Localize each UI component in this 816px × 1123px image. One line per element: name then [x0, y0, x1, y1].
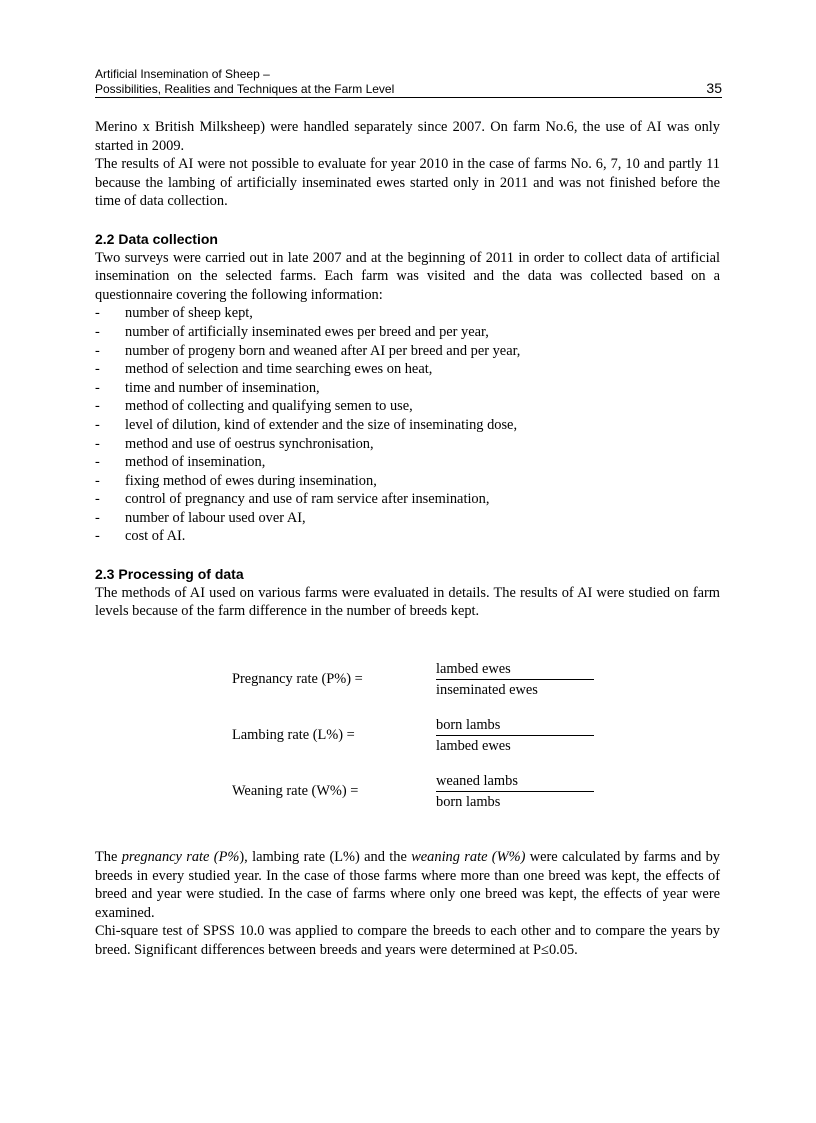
list-item: - method of selection and time searching ewes on heat, — [95, 361, 433, 378]
list-item: - method of collecting and qualifying semen to use, — [95, 398, 413, 415]
questionnaire-list — [95, 304, 720, 546]
formula-pregnancy-rate — [232, 659, 602, 715]
formula-lambing-rate — [232, 715, 602, 771]
running-header — [95, 67, 722, 98]
main-text — [95, 118, 720, 621]
fraction-denominator: lambed ewes — [436, 738, 511, 754]
statistics-paragraph: Chi-square test of SPSS 10.0 was applied to compare the breeds to each other and to compare the years by breed. Significant differences between breeds and years were determined at P≤0.05. — [95, 923, 720, 958]
formula-weaning-rate — [232, 771, 602, 827]
list-item: - number of sheep kept, — [95, 305, 253, 322]
page-number: 35 — [706, 80, 722, 96]
fraction-denominator: born lambs — [436, 794, 501, 810]
list-item: - method of insemination, — [95, 454, 266, 471]
list-item: - method and use of oestrus synchronisation, — [95, 435, 374, 452]
running-title-line-1: Artificial Insemination of Sheep – — [95, 67, 270, 81]
data-collection-paragraph: Two surveys were carried out in late 2007 and at the beginning of 2011 in order to collect data of artificial insemination on the selected farms. Each farm was visited and the data was collected based on a questionnaire covering the following information: — [95, 249, 720, 303]
list-item: - number of artificially inseminated ewes per breed and per year, — [95, 323, 489, 340]
processing-paragraph: The methods of AI used on various farms were evaluated in details. The results of AI were studied on farm levels because of the farm difference in the number of breeds kept. — [95, 584, 720, 620]
fraction-numerator: weaned lambs — [436, 773, 518, 789]
fraction-numerator: lambed ewes — [436, 661, 511, 677]
list-item: - control of pregnancy and use of ram service after insemination, — [95, 491, 490, 508]
list-item: - number of progeny born and weaned after AI per breed and per year, — [95, 342, 521, 359]
fraction — [436, 715, 594, 756]
fraction-numerator: born lambs — [436, 717, 501, 733]
intro-paragraph-2: The results of AI were not possible to evaluate for year 2010 in the case of farms No. 6, 7, 10 and partly 11 because the lambing of artificially inseminated ewes started only in 2011 and was not finished before the time of data collection. — [95, 156, 720, 210]
spacer — [95, 211, 720, 230]
section-heading-data-collection: 2.2 Data collection — [95, 230, 218, 247]
list-item: - time and number of insemination, — [95, 379, 320, 396]
rates-calculation-paragraph: The pregnancy rate (P%), lambing rate (L%) and the weaning rate (W%) were calculated by farms and by breeds in every studied year. In the case of those farms where more than one breed was kept, the effects of breed and year were studied. In the case of farms where only one breed was kept, the effects of year were examined. — [95, 849, 720, 921]
list-item: - number of labour used over AI, — [95, 509, 306, 526]
intro-paragraph-1: Merino x British Milksheep) were handled separately since 2007. On farm No.6, the use of AI was only started in 2009. — [95, 119, 720, 154]
fraction-denominator: inseminated ewes — [436, 682, 538, 698]
list-item: - level of dilution, kind of extender and the size of inseminating dose, — [95, 416, 518, 433]
formula-label: Lambing rate (L%) = — [232, 727, 355, 743]
list-item: - fixing method of ewes during insemination, — [95, 472, 377, 489]
closing-text — [95, 848, 720, 960]
fraction — [436, 771, 594, 812]
spacer — [95, 546, 720, 565]
running-title-line-2: Possibilities, Realities and Techniques at the Farm Level — [95, 82, 395, 96]
fraction — [436, 659, 594, 700]
formula-label: Weaning rate (W%) = — [232, 783, 359, 799]
formula-label: Pregnancy rate (P%) = — [232, 671, 363, 687]
rate-formulas — [232, 659, 602, 827]
list-item: - cost of AI. — [95, 528, 186, 545]
section-heading-processing-of-data: 2.3 Processing of data — [95, 566, 244, 583]
